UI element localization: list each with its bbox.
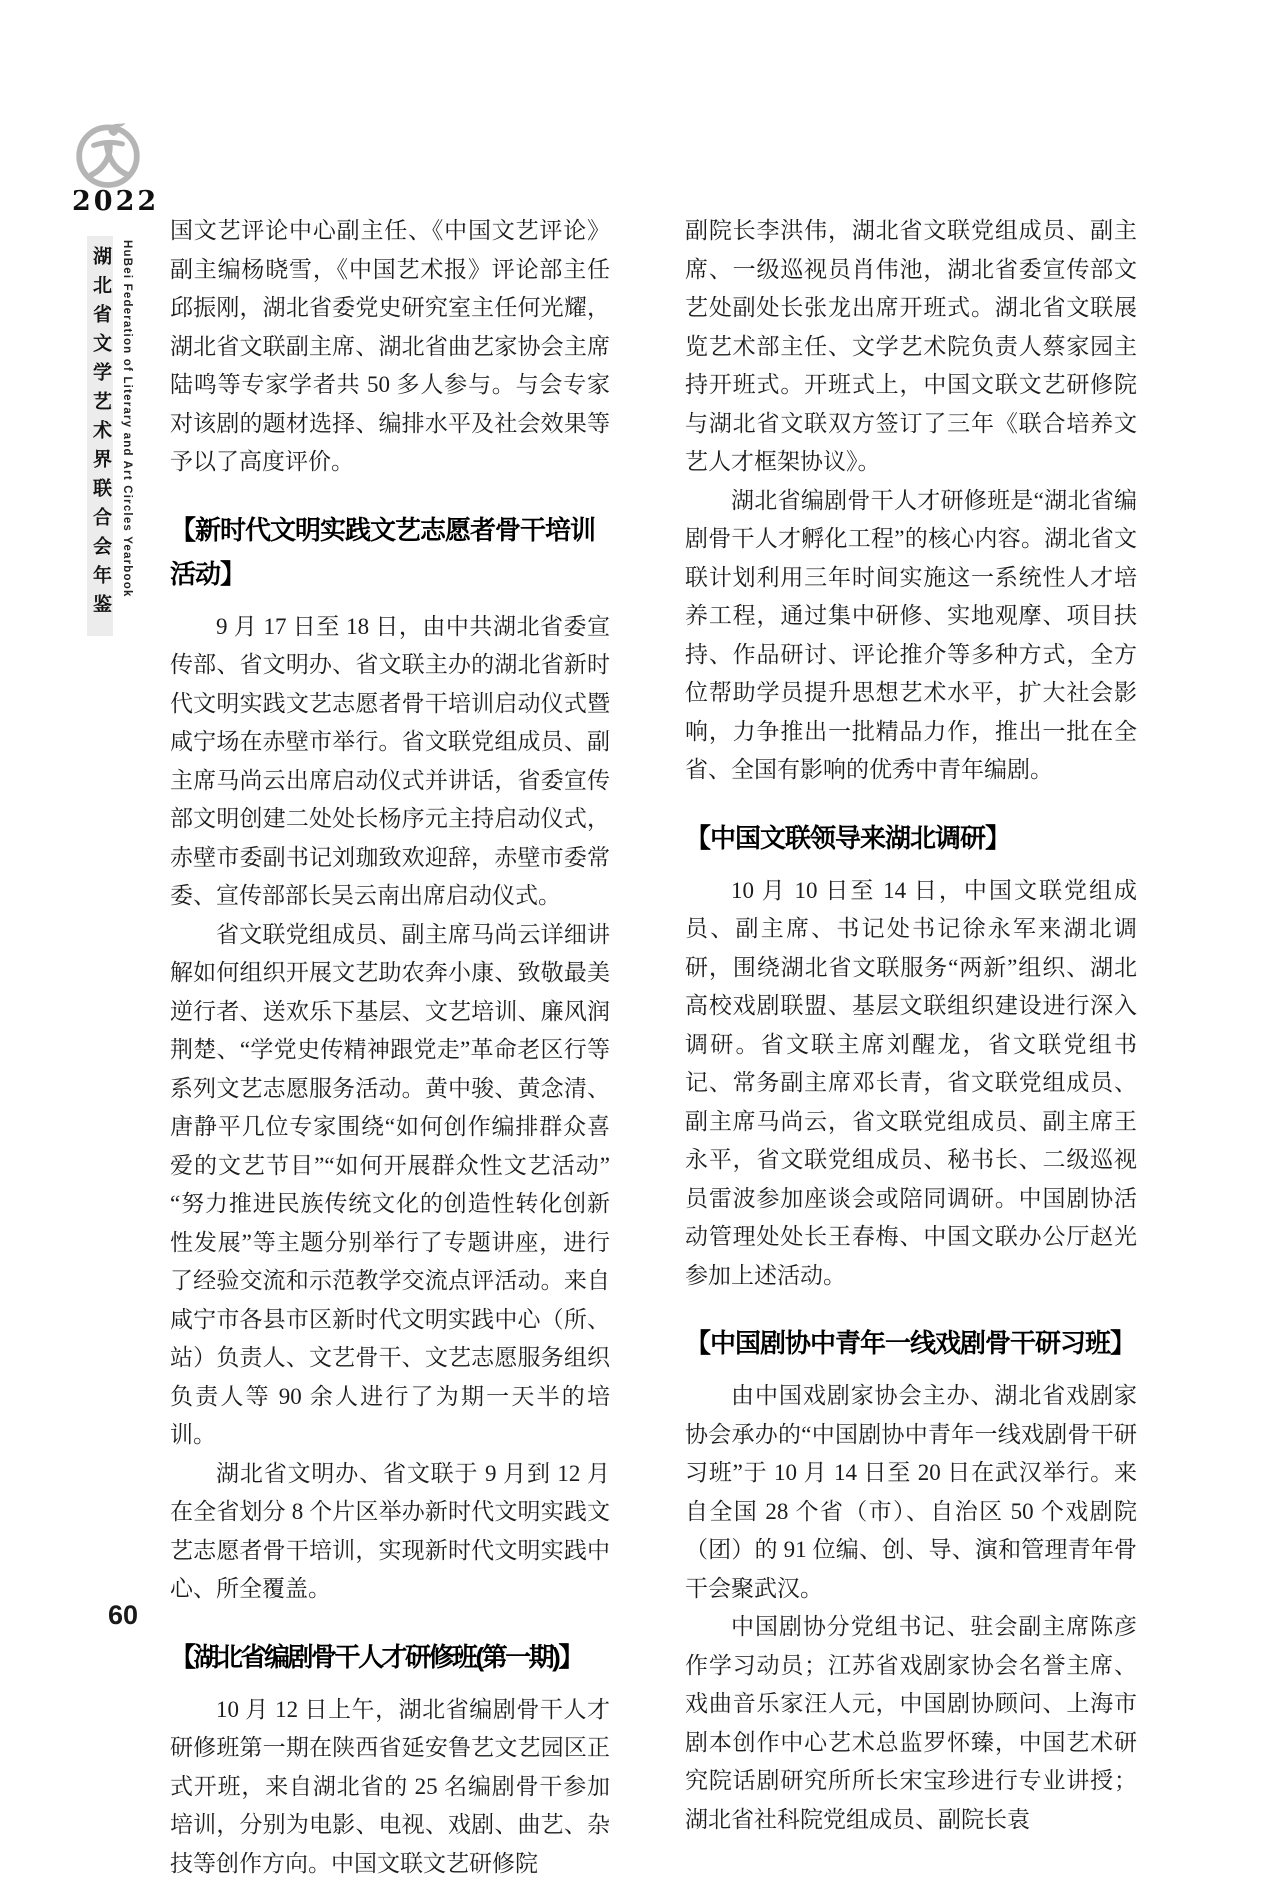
section-header: 【湖北省编剧骨干人才研修班(第一期)】 xyxy=(170,1635,610,1679)
page-number: 60 xyxy=(108,1600,138,1631)
paragraph: 10 月 12 日上午，湖北省编剧骨干人才研修班第一期在陕西省延安鲁艺文艺园区正式开班，来自湖北省的 25 名编剧骨干参加培训，分别为电影、电视、戏剧、曲艺、杂技等创作方向。中国文联文艺研修院 xyxy=(170,1691,610,1883)
right-column xyxy=(685,212,1137,1839)
year-label: 2022 xyxy=(72,186,144,217)
paragraph: 湖北省编剧骨干人才研修班是“湖北省编剧骨干人才孵化工程”的核心内容。湖北省文联计划利用三年时间实施这一系统性人才培养工程，通过集中研修、实地观摩、项目扶持、作品研讨、评论推介等多种方式，全方位帮助学员提升思想艺术水平，扩大社会影响，力争推出一批精品力作，推出一批在全省、全国有影响的优秀中青年编剧。 xyxy=(685,482,1137,790)
sidebar-title-cn: 湖北省文学艺术界联合会年鉴 xyxy=(87,236,113,636)
left-column xyxy=(170,212,610,1883)
paragraph: 10 月 10 日至 14 日，中国文联党组成员、副主席、书记处书记徐永军来湖北调研，围绕湖北省文联服务“两新”组织、湖北高校戏剧联盟、基层文联组织建设进行深入调研。省文联主席刘醒龙，省文联党组书记、常务副主席邓长青，省文联党组成员、副主席马尚云，省文联党组成员、副主席王永平，省文联党组成员、秘书长、二级巡视员雷波参加座谈会或陪同调研。中国剧协活动管理处处长王春梅、中国文联办公厅赵光参加上述活动。 xyxy=(685,872,1137,1296)
section-header: 【中国剧协中青年一线戏剧骨干研习班】 xyxy=(685,1321,1137,1365)
paragraph-continuation: 副院长李洪伟，湖北省文联党组成员、副主席、一级巡视员肖伟池，湖北省委宣传部文艺处副处长张龙出席开班式。湖北省文联展览艺术部主任、文学艺术院负责人蔡家园主持开班式。开班式上，中国文联文艺研修院与湖北省文联双方签订了三年《联合培养文艺人才框架协议》。 xyxy=(685,212,1137,482)
paragraph: 湖北省文明办、省文联于 9 月到 12 月在全省划分 8 个片区举办新时代文明实践文艺志愿者骨干培训，实现新时代文明实践中心、所全覆盖。 xyxy=(170,1455,610,1609)
section-header: 【新时代文明实践文艺志愿者骨干培训活动】 xyxy=(170,508,610,596)
paragraph: 中国剧协分党组书记、驻会副主席陈彦作学习动员；江苏省戏剧家协会名誉主席、戏曲音乐家汪人元，中国剧协顾问、上海市剧本创作中心艺术总监罗怀臻，中国艺术研究院话剧研究所所长宋宝珍进行专业讲授；湖北省社科院党组成员、副院长袁 xyxy=(685,1608,1137,1839)
paragraph: 9 月 17 日至 18 日，由中共湖北省委宣传部、省文明办、省文联主办的湖北省新时代文明实践文艺志愿者骨干培训启动仪式暨咸宁场在赤壁市举行。省文联党组成员、副主席马尚云出席启动仪式并讲话，省委宣传部文明创建二处处长杨序元主持启动仪式，赤壁市委副书记刘珈致欢迎辞，赤壁市委常委、宣传部部长吴云南出席启动仪式。 xyxy=(170,608,610,916)
paragraph-continuation: 国文艺评论中心副主任、《中国文艺评论》副主编杨晓雪，《中国艺术报》评论部主任邱振刚，湖北省委党史研究室主任何光耀，湖北省文联副主席、湖北省曲艺家协会主席陆鸣等专家学者共 50 多人参与。与会专家对该剧的题材选择、编排水平及社会效果等予以了高度评价。 xyxy=(170,212,610,482)
sidebar-title-en: HuBei Federation of Literary and Art Circles Yearbook xyxy=(121,240,133,740)
paragraph: 省文联党组成员、副主席马尚云详细讲解如何组织开展文艺助农奔小康、致敬最美逆行者、送欢乐下基层、文艺培训、廉风润荆楚、“学党史传精神跟党走”革命老区行等系列文艺志愿服务活动。黄中骏、黄念清、唐静平几位专家围绕“如何创作编排群众喜爱的文艺节目”“如何开展群众性文艺活动”“努力推进民族传统文化的创造性转化创新性发展”等主题分别举行了专题讲座，进行了经验交流和示范教学交流点评活动。来自咸宁市各县市区新时代文明实践中心（所、站）负责人、文艺骨干、文艺志愿服务组织负责人等 90 余人进行了为期一天半的培训。 xyxy=(170,916,610,1455)
paragraph: 由中国戏剧家协会主办、湖北省戏剧家协会承办的“中国剧协中青年一线戏剧骨干研习班”于 10 月 14 日至 20 日在武汉举行。来自全国 28 个省（市）、自治区 50 个戏剧院（团）的 91 位编、创、导、演和管理青年骨干会聚武汉。 xyxy=(685,1377,1137,1608)
section-header: 【中国文联领导来湖北调研】 xyxy=(685,816,1137,860)
cflac-logo-icon xyxy=(72,118,144,190)
